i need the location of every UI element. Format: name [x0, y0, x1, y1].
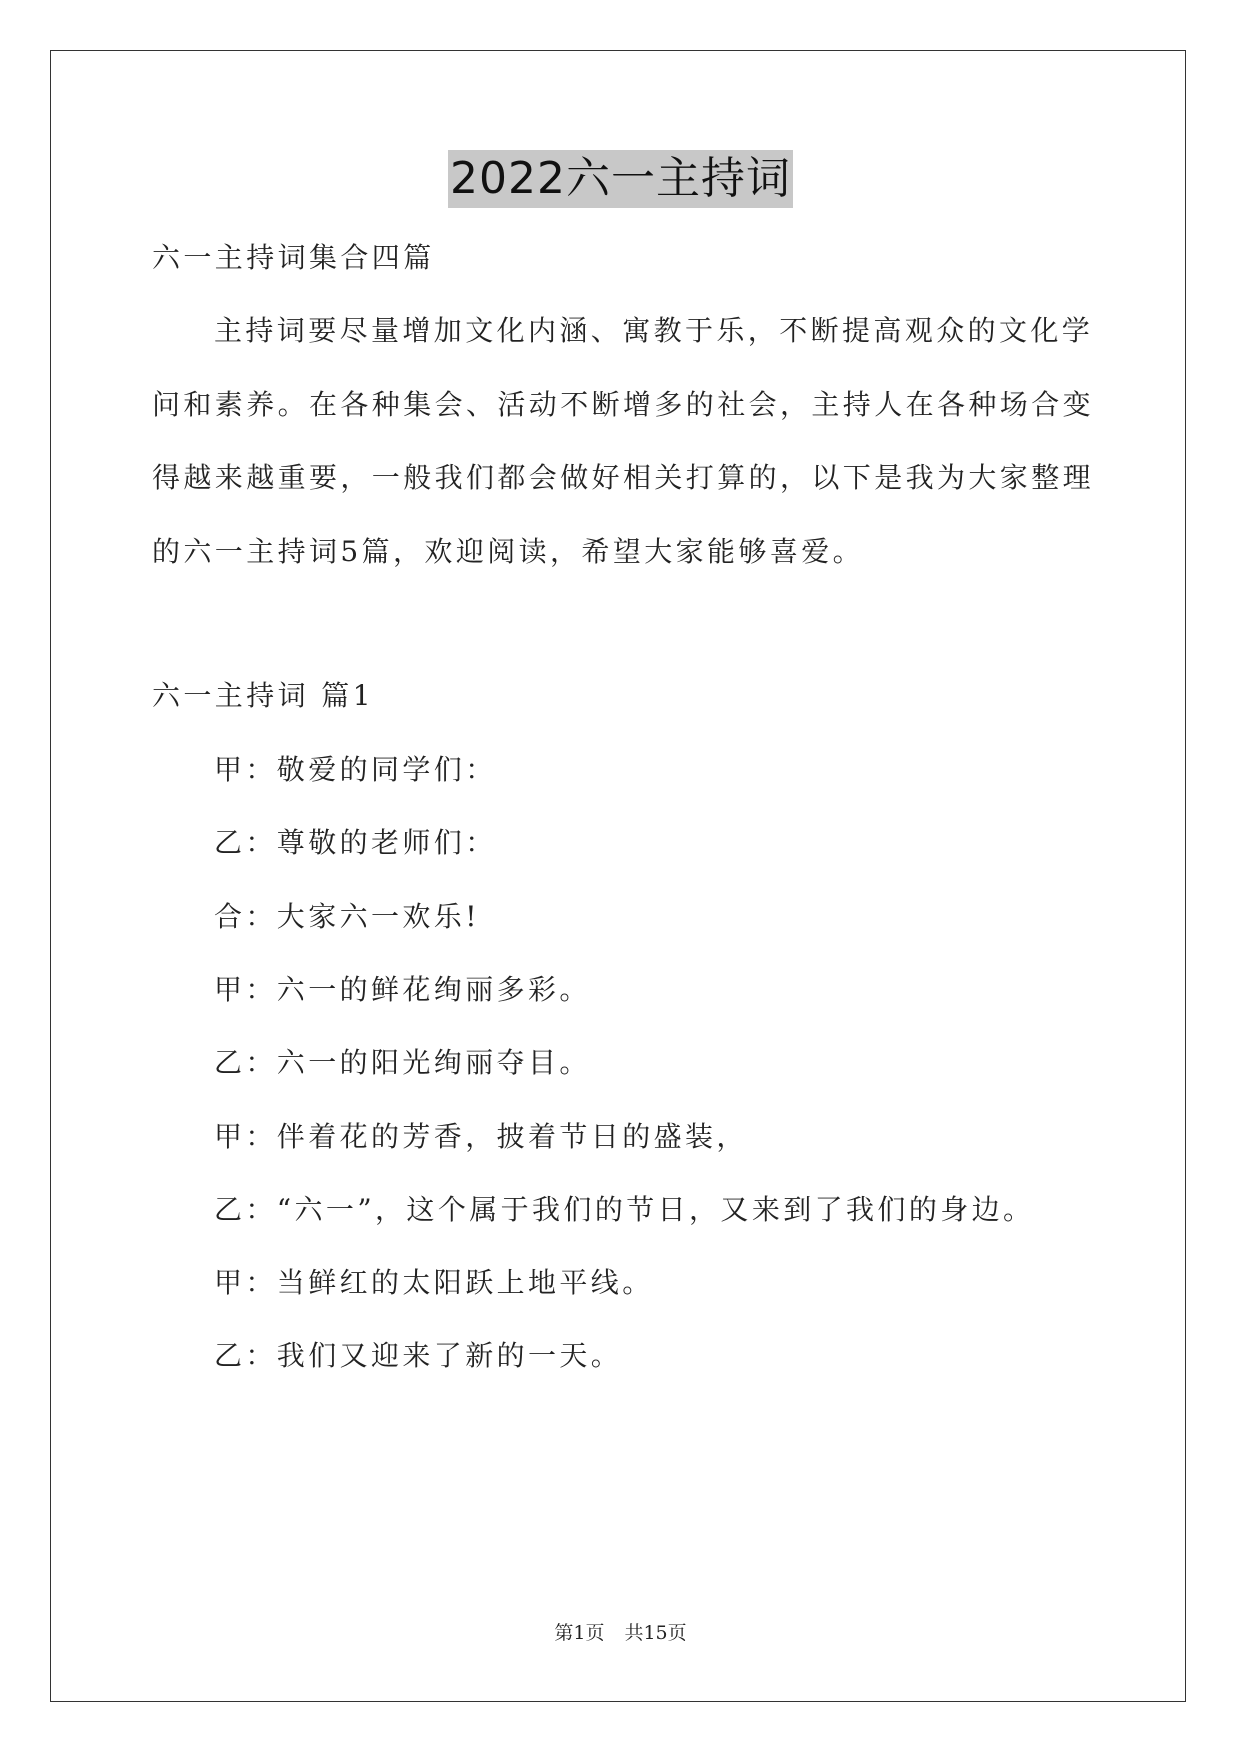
dialogue-line: 乙：六一的阳光绚丽夺目。 — [214, 1046, 591, 1079]
page-border — [50, 50, 1186, 1702]
dialogue-line: 甲：伴着花的芳香，披着节日的盛装， — [214, 1120, 748, 1153]
intro-line: 得越来越重要，一般我们都会做好相关打算的，以下是我为大家整理 — [152, 461, 1095, 494]
dialogue-line: 甲：敬爱的同学们： — [214, 753, 497, 786]
intro-line: 的六一主持词5篇，欢迎阅读，希望大家能够喜爱。 — [152, 535, 865, 568]
page-footer — [0, 1620, 1241, 1646]
intro-line: 问和素养。在各种集会、活动不断增多的社会，主持人在各种场合变 — [152, 388, 1095, 421]
dialogue-line: 乙：“六一”，这个属于我们的节日，又来到了我们的身边。 — [214, 1193, 1035, 1226]
subtitle: 六一主持词集合四篇 — [152, 241, 435, 274]
dialogue-line: 甲：当鲜红的太阳跃上地平线。 — [214, 1266, 654, 1299]
page-number: 第1页 — [554, 1622, 605, 1644]
intro-line: 主持词要尽量增加文化内涵、寓教于乐，不断提高观众的文化学 — [214, 314, 1094, 347]
section-heading: 六一主持词 篇1 — [152, 679, 374, 712]
dialogue-line: 乙：我们又迎来了新的一天。 — [214, 1339, 623, 1372]
dialogue-line: 乙：尊敬的老师们： — [214, 826, 497, 859]
dialogue-line: 合：大家六一欢乐! — [214, 900, 480, 933]
document-title: 2022六一主持词 — [448, 150, 793, 208]
title-container — [0, 150, 1241, 208]
total-pages: 共15页 — [624, 1622, 687, 1644]
dialogue-line: 甲：六一的鲜花绚丽多彩。 — [214, 973, 591, 1006]
